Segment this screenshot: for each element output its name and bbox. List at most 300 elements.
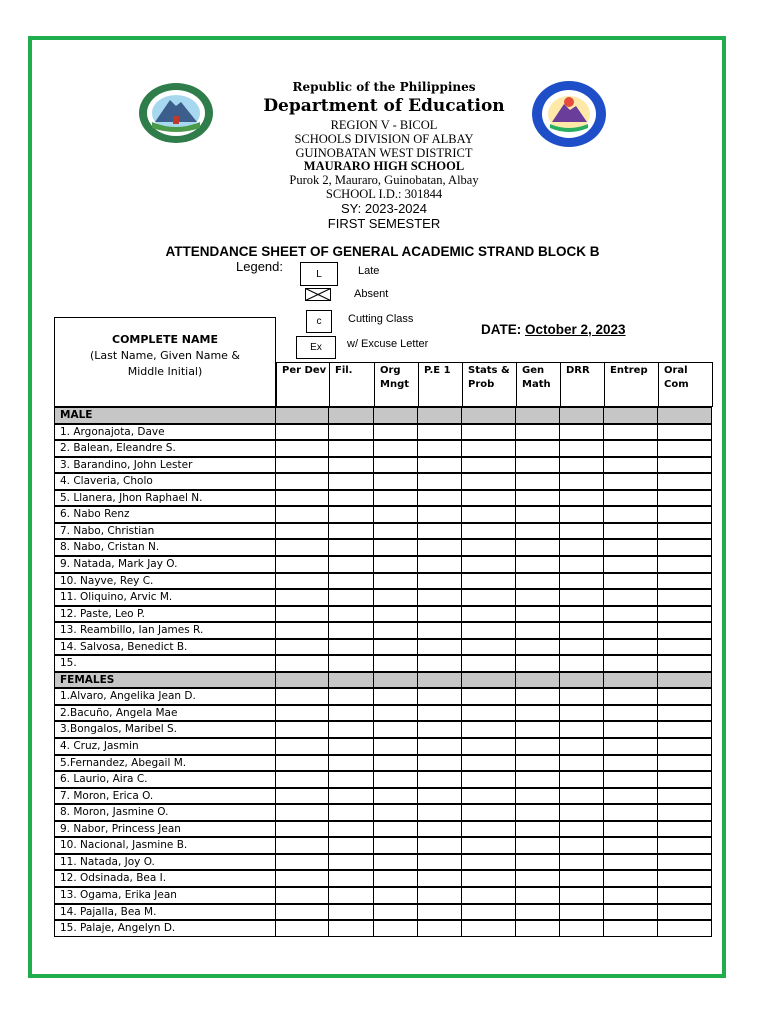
attendance-cell[interactable]: [559, 639, 604, 656]
attendance-cell[interactable]: [515, 721, 560, 738]
attendance-cell[interactable]: [515, 755, 560, 772]
attendance-cell[interactable]: [373, 854, 418, 871]
attendance-cell[interactable]: [461, 904, 516, 921]
student-name: 11. Oliquino, Arvic M.: [54, 589, 276, 606]
attendance-cell: [328, 407, 374, 424]
attendance-cell[interactable]: [373, 523, 418, 540]
attendance-cell[interactable]: [417, 904, 462, 921]
attendance-cell[interactable]: [461, 870, 516, 887]
attendance-cell[interactable]: [461, 639, 516, 656]
attendance-cell[interactable]: [373, 821, 418, 838]
attendance-cell[interactable]: [657, 473, 712, 490]
attendance-cell[interactable]: [515, 655, 560, 672]
attendance-cell[interactable]: [515, 788, 560, 805]
attendance-cell[interactable]: [559, 606, 604, 623]
attendance-cell[interactable]: [515, 457, 560, 474]
attendance-cell[interactable]: [461, 655, 516, 672]
attendance-cell[interactable]: [559, 688, 604, 705]
attendance-cell[interactable]: [417, 506, 462, 523]
attendance-cell[interactable]: [559, 556, 604, 573]
attendance-cell[interactable]: [461, 920, 516, 937]
attendance-cell[interactable]: [559, 424, 604, 441]
attendance-cell[interactable]: [328, 556, 374, 573]
attendance-cell[interactable]: [275, 804, 329, 821]
attendance-cell[interactable]: [417, 556, 462, 573]
attendance-cell[interactable]: [559, 870, 604, 887]
attendance-cell[interactable]: [275, 721, 329, 738]
attendance-cell[interactable]: [515, 473, 560, 490]
attendance-cell[interactable]: [328, 821, 374, 838]
student-name: 15.: [54, 655, 276, 672]
date-value: October 2, 2023: [525, 322, 626, 337]
attendance-cell[interactable]: [603, 771, 658, 788]
attendance-cell: [275, 672, 329, 689]
student-name: 10. Nayve, Rey C.: [54, 573, 276, 590]
attendance-cell[interactable]: [657, 655, 712, 672]
attendance-cell[interactable]: [657, 440, 712, 457]
attendance-cell[interactable]: [603, 688, 658, 705]
attendance-cell[interactable]: [603, 573, 658, 590]
attendance-cell[interactable]: [657, 870, 712, 887]
attendance-cell[interactable]: [603, 523, 658, 540]
attendance-cell[interactable]: [559, 440, 604, 457]
attendance-cell[interactable]: [515, 804, 560, 821]
attendance-cell[interactable]: [275, 556, 329, 573]
attendance-cell[interactable]: [275, 870, 329, 887]
student-name: 8. Moron, Jasmine O.: [54, 804, 276, 821]
attendance-cell[interactable]: [328, 738, 374, 755]
attendance-cell[interactable]: [559, 589, 604, 606]
attendance-cell[interactable]: [461, 854, 516, 871]
attendance-cell[interactable]: [417, 606, 462, 623]
attendance-cell[interactable]: [515, 771, 560, 788]
attendance-cell[interactable]: [515, 705, 560, 722]
attendance-cell[interactable]: [603, 606, 658, 623]
attendance-cell[interactable]: [417, 755, 462, 772]
attendance-cell[interactable]: [603, 589, 658, 606]
attendance-cell[interactable]: [275, 854, 329, 871]
attendance-cell[interactable]: [417, 870, 462, 887]
attendance-cell[interactable]: [417, 738, 462, 755]
attendance-cell[interactable]: [275, 920, 329, 937]
attendance-cell[interactable]: [328, 705, 374, 722]
attendance-cell[interactable]: [373, 904, 418, 921]
attendance-cell[interactable]: [461, 490, 516, 507]
attendance-cell[interactable]: [417, 821, 462, 838]
attendance-cell[interactable]: [275, 705, 329, 722]
attendance-cell[interactable]: [657, 688, 712, 705]
attendance-cell[interactable]: [559, 920, 604, 937]
attendance-cell[interactable]: [417, 457, 462, 474]
attendance-cell[interactable]: [603, 639, 658, 656]
attendance-cell[interactable]: [461, 887, 516, 904]
attendance-cell[interactable]: [559, 506, 604, 523]
attendance-cell[interactable]: [275, 655, 329, 672]
attendance-cell[interactable]: [559, 887, 604, 904]
attendance-cell[interactable]: [373, 573, 418, 590]
attendance-cell[interactable]: [515, 837, 560, 854]
attendance-cell[interactable]: [657, 589, 712, 606]
attendance-cell[interactable]: [657, 920, 712, 937]
attendance-cell[interactable]: [373, 721, 418, 738]
attendance-cell[interactable]: [373, 490, 418, 507]
attendance-cell: [559, 407, 604, 424]
attendance-cell[interactable]: [657, 556, 712, 573]
attendance-cell[interactable]: [373, 473, 418, 490]
attendance-cell[interactable]: [417, 490, 462, 507]
attendance-cell[interactable]: [417, 920, 462, 937]
attendance-cell[interactable]: [275, 506, 329, 523]
attendance-cell[interactable]: [373, 705, 418, 722]
attendance-cell[interactable]: [603, 473, 658, 490]
attendance-cell[interactable]: [417, 788, 462, 805]
attendance-cell[interactable]: [328, 904, 374, 921]
attendance-cell[interactable]: [603, 556, 658, 573]
attendance-cell: [328, 672, 374, 689]
attendance-cell[interactable]: [657, 854, 712, 871]
attendance-cell[interactable]: [275, 904, 329, 921]
attendance-cell[interactable]: [515, 920, 560, 937]
attendance-cell[interactable]: [603, 424, 658, 441]
attendance-cell[interactable]: [515, 738, 560, 755]
attendance-cell[interactable]: [559, 788, 604, 805]
attendance-cell[interactable]: [328, 473, 374, 490]
attendance-cell[interactable]: [559, 837, 604, 854]
attendance-cell[interactable]: [373, 738, 418, 755]
attendance-cell[interactable]: [515, 589, 560, 606]
attendance-cell[interactable]: [417, 539, 462, 556]
attendance-cell[interactable]: [461, 771, 516, 788]
attendance-cell[interactable]: [328, 573, 374, 590]
attendance-cell[interactable]: [559, 738, 604, 755]
attendance-cell[interactable]: [328, 457, 374, 474]
attendance-cell[interactable]: [275, 539, 329, 556]
attendance-cell: [373, 672, 418, 689]
attendance-cell[interactable]: [417, 705, 462, 722]
attendance-cell[interactable]: [603, 655, 658, 672]
attendance-cell[interactable]: [417, 854, 462, 871]
attendance-cell[interactable]: [328, 854, 374, 871]
attendance-cell[interactable]: [373, 870, 418, 887]
attendance-cell[interactable]: [657, 506, 712, 523]
attendance-cell[interactable]: [328, 870, 374, 887]
attendance-cell[interactable]: [328, 688, 374, 705]
attendance-cell[interactable]: [373, 920, 418, 937]
attendance-cell[interactable]: [417, 837, 462, 854]
attendance-cell[interactable]: [657, 606, 712, 623]
attendance-cell[interactable]: [657, 523, 712, 540]
attendance-cell[interactable]: [603, 490, 658, 507]
attendance-cell[interactable]: [515, 622, 560, 639]
attendance-cell[interactable]: [373, 506, 418, 523]
attendance-cell[interactable]: [461, 606, 516, 623]
attendance-cell[interactable]: [461, 424, 516, 441]
subject-header: Stats & Prob: [462, 362, 517, 407]
attendance-cell[interactable]: [461, 804, 516, 821]
attendance-cell[interactable]: [559, 821, 604, 838]
attendance-cell[interactable]: [417, 424, 462, 441]
attendance-cell[interactable]: [275, 688, 329, 705]
attendance-cell[interactable]: [417, 688, 462, 705]
attendance-cell[interactable]: [657, 705, 712, 722]
attendance-cell[interactable]: [328, 655, 374, 672]
attendance-cell[interactable]: [515, 887, 560, 904]
attendance-cell[interactable]: [461, 738, 516, 755]
attendance-cell[interactable]: [657, 821, 712, 838]
attendance-cell[interactable]: [461, 821, 516, 838]
attendance-cell[interactable]: [373, 457, 418, 474]
attendance-cell[interactable]: [373, 655, 418, 672]
attendance-cell[interactable]: [603, 622, 658, 639]
attendance-cell[interactable]: [328, 804, 374, 821]
attendance-cell[interactable]: [328, 639, 374, 656]
attendance-cell[interactable]: [603, 854, 658, 871]
student-name: 15. Palaje, Angelyn D.: [54, 920, 276, 937]
student-name: 5.Fernandez, Abegail M.: [54, 755, 276, 772]
attendance-cell[interactable]: [373, 424, 418, 441]
attendance-cell[interactable]: [657, 788, 712, 805]
attendance-cell[interactable]: [515, 688, 560, 705]
attendance-cell[interactable]: [328, 755, 374, 772]
attendance-cell[interactable]: [328, 606, 374, 623]
attendance-cell[interactable]: [559, 854, 604, 871]
attendance-cell[interactable]: [275, 573, 329, 590]
attendance-cell[interactable]: [373, 606, 418, 623]
subject-header: Gen Math: [516, 362, 561, 407]
attendance-cell[interactable]: [417, 804, 462, 821]
student-name: 5. Llanera, Jhon Raphael N.: [54, 490, 276, 507]
attendance-cell[interactable]: [328, 440, 374, 457]
attendance-cell[interactable]: [275, 639, 329, 656]
attendance-cell[interactable]: [417, 771, 462, 788]
attendance-cell[interactable]: [657, 837, 712, 854]
attendance-cell[interactable]: [373, 639, 418, 656]
attendance-cell[interactable]: [275, 738, 329, 755]
attendance-cell[interactable]: [328, 506, 374, 523]
attendance-cell[interactable]: [275, 622, 329, 639]
legend-excuse-label: w/ Excuse Letter: [347, 338, 429, 350]
attendance-cell[interactable]: [657, 539, 712, 556]
attendance-cell[interactable]: [461, 539, 516, 556]
attendance-cell[interactable]: [373, 771, 418, 788]
attendance-cell[interactable]: [559, 622, 604, 639]
legend-absent-label: Absent: [354, 288, 389, 300]
attendance-cell[interactable]: [515, 606, 560, 623]
attendance-cell[interactable]: [559, 539, 604, 556]
attendance-cell[interactable]: [328, 721, 374, 738]
attendance-cell[interactable]: [328, 622, 374, 639]
attendance-cell[interactable]: [373, 622, 418, 639]
attendance-cell: [603, 672, 658, 689]
attendance-cell[interactable]: [603, 887, 658, 904]
attendance-cell[interactable]: [373, 589, 418, 606]
attendance-cell[interactable]: [515, 523, 560, 540]
name-header-line2: (Last Name, Given Name &: [90, 349, 240, 362]
attendance-cell[interactable]: [417, 573, 462, 590]
attendance-cell[interactable]: [461, 721, 516, 738]
attendance-cell[interactable]: [559, 473, 604, 490]
attendance-cell[interactable]: [515, 639, 560, 656]
legend-late-label: Late: [358, 265, 380, 277]
attendance-cell[interactable]: [603, 821, 658, 838]
attendance-cell[interactable]: [373, 755, 418, 772]
attendance-cell[interactable]: [559, 721, 604, 738]
attendance-cell[interactable]: [657, 622, 712, 639]
attendance-cell[interactable]: [275, 589, 329, 606]
attendance-cell[interactable]: [657, 804, 712, 821]
attendance-cell[interactable]: [275, 788, 329, 805]
attendance-cell[interactable]: [417, 887, 462, 904]
attendance-cell[interactable]: [275, 771, 329, 788]
attendance-cell[interactable]: [657, 424, 712, 441]
attendance-cell[interactable]: [275, 523, 329, 540]
attendance-cell[interactable]: [559, 804, 604, 821]
attendance-cell[interactable]: [559, 523, 604, 540]
attendance-cell[interactable]: [461, 523, 516, 540]
attendance-cell[interactable]: [603, 539, 658, 556]
legend-late-box: L: [300, 262, 338, 286]
attendance-cell[interactable]: [328, 920, 374, 937]
attendance-cell[interactable]: [275, 755, 329, 772]
attendance-cell[interactable]: [559, 490, 604, 507]
attendance-cell[interactable]: [657, 490, 712, 507]
attendance-cell[interactable]: [559, 771, 604, 788]
attendance-cell[interactable]: [603, 457, 658, 474]
attendance-cell[interactable]: [373, 837, 418, 854]
attendance-cell[interactable]: [275, 887, 329, 904]
attendance-cell[interactable]: [275, 424, 329, 441]
student-name: 6. Nabo Renz: [54, 506, 276, 523]
attendance-cell[interactable]: [417, 639, 462, 656]
attendance-cell[interactable]: [275, 440, 329, 457]
attendance-cell[interactable]: [328, 523, 374, 540]
attendance-cell[interactable]: [461, 705, 516, 722]
attendance-cell[interactable]: [373, 804, 418, 821]
attendance-cell[interactable]: [657, 573, 712, 590]
attendance-cell[interactable]: [603, 804, 658, 821]
attendance-cell[interactable]: [373, 440, 418, 457]
attendance-cell[interactable]: [515, 490, 560, 507]
attendance-cell[interactable]: [328, 788, 374, 805]
student-name: 10. Nacional, Jasmine B.: [54, 837, 276, 854]
attendance-cell[interactable]: [657, 771, 712, 788]
attendance-cell[interactable]: [275, 606, 329, 623]
attendance-cell[interactable]: [603, 788, 658, 805]
attendance-cell[interactable]: [461, 473, 516, 490]
attendance-cell[interactable]: [461, 457, 516, 474]
attendance-cell[interactable]: [515, 904, 560, 921]
attendance-cell[interactable]: [461, 506, 516, 523]
attendance-cell[interactable]: [461, 589, 516, 606]
attendance-cell[interactable]: [603, 721, 658, 738]
attendance-cell[interactable]: [603, 870, 658, 887]
attendance-cell[interactable]: [603, 440, 658, 457]
attendance-cell[interactable]: [328, 424, 374, 441]
attendance-cell[interactable]: [515, 573, 560, 590]
attendance-cell[interactable]: [275, 473, 329, 490]
attendance-cell[interactable]: [603, 755, 658, 772]
attendance-cell[interactable]: [417, 473, 462, 490]
attendance-cell[interactable]: [559, 573, 604, 590]
attendance-cell[interactable]: [515, 539, 560, 556]
attendance-cell[interactable]: [373, 556, 418, 573]
attendance-cell[interactable]: [275, 821, 329, 838]
attendance-cell[interactable]: [603, 738, 658, 755]
attendance-cell[interactable]: [461, 788, 516, 805]
attendance-cell[interactable]: [417, 589, 462, 606]
attendance-cell[interactable]: [373, 788, 418, 805]
attendance-cell[interactable]: [515, 854, 560, 871]
attendance-cell[interactable]: [559, 755, 604, 772]
attendance-cell[interactable]: [461, 573, 516, 590]
attendance-cell[interactable]: [559, 904, 604, 921]
division-line: SCHOOLS DIVISION OF ALBAY: [294, 132, 474, 146]
attendance-cell[interactable]: [461, 837, 516, 854]
attendance-cell[interactable]: [657, 755, 712, 772]
attendance-cell[interactable]: [417, 523, 462, 540]
attendance-cell[interactable]: [373, 688, 418, 705]
student-name: 9. Natada, Mark Jay O.: [54, 556, 276, 573]
attendance-cell[interactable]: [373, 539, 418, 556]
attendance-cell[interactable]: [461, 622, 516, 639]
attendance-cell[interactable]: [657, 887, 712, 904]
attendance-cell[interactable]: [559, 655, 604, 672]
attendance-cell[interactable]: [461, 556, 516, 573]
attendance-cell[interactable]: [515, 506, 560, 523]
attendance-cell[interactable]: [328, 490, 374, 507]
attendance-cell[interactable]: [515, 556, 560, 573]
attendance-cell[interactable]: [328, 539, 374, 556]
attendance-cell[interactable]: [417, 721, 462, 738]
student-name: 12. Paste, Leo P.: [54, 606, 276, 623]
attendance-cell: [461, 672, 516, 689]
attendance-cell[interactable]: [275, 457, 329, 474]
attendance-cell[interactable]: [328, 589, 374, 606]
attendance-cell[interactable]: [603, 506, 658, 523]
district-line: GUINOBATAN WEST DISTRICT: [295, 146, 473, 160]
attendance-cell[interactable]: [417, 655, 462, 672]
attendance-cell[interactable]: [328, 837, 374, 854]
attendance-cell[interactable]: [603, 920, 658, 937]
attendance-cell[interactable]: [461, 440, 516, 457]
attendance-cell[interactable]: [657, 457, 712, 474]
attendance-cell[interactable]: [603, 837, 658, 854]
attendance-cell: [603, 407, 658, 424]
absent-cross-icon: [305, 288, 331, 301]
attendance-cell[interactable]: [657, 639, 712, 656]
attendance-cell[interactable]: [603, 904, 658, 921]
attendance-cell[interactable]: [559, 705, 604, 722]
attendance-cell[interactable]: [515, 424, 560, 441]
attendance-cell[interactable]: [373, 887, 418, 904]
attendance-cell[interactable]: [417, 440, 462, 457]
attendance-cell[interactable]: [603, 705, 658, 722]
attendance-cell[interactable]: [461, 755, 516, 772]
attendance-cell[interactable]: [657, 738, 712, 755]
attendance-cell[interactable]: [461, 688, 516, 705]
attendance-cell[interactable]: [657, 904, 712, 921]
attendance-cell[interactable]: [559, 457, 604, 474]
attendance-cell[interactable]: [515, 440, 560, 457]
attendance-cell[interactable]: [275, 837, 329, 854]
attendance-cell[interactable]: [275, 490, 329, 507]
attendance-cell[interactable]: [328, 771, 374, 788]
attendance-cell[interactable]: [328, 887, 374, 904]
attendance-cell[interactable]: [417, 622, 462, 639]
attendance-cell[interactable]: [515, 870, 560, 887]
attendance-cell[interactable]: [515, 821, 560, 838]
attendance-cell[interactable]: [657, 721, 712, 738]
